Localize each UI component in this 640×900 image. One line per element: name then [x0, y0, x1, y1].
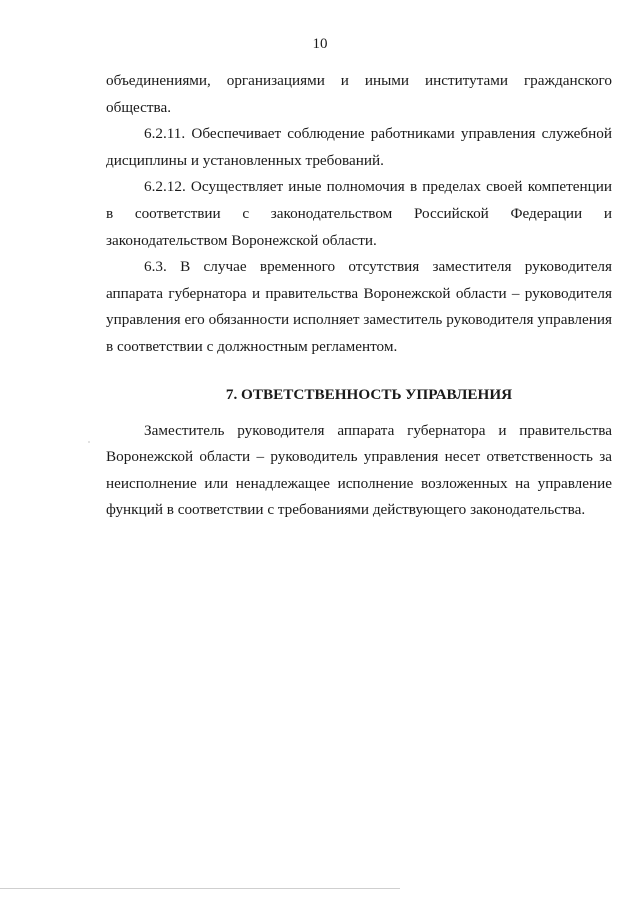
paragraph-6-2-12: 6.2.12. Осуществляет иные полномочия в пределах своей компетенции в соответствии с законодательством Российской Федерации и законодательством Воронежской области. — [106, 178, 612, 249]
paragraph-6-2-11: 6.2.11. Обеспечивает соблюдение работниками управления служебной дисциплины и установленных требований. — [106, 125, 612, 169]
document-body — [106, 68, 612, 524]
paragraph-6-3: 6.3. В случае временного отсутствия заместителя руководителя аппарата губернатора и правительства Воронежской области – руководителя управления его обязанности исполняет заместитель руководителя управления в соответствии с должностным регламентом. — [106, 258, 612, 355]
section-7-heading: 7. ОТВЕТСТВЕННОСТЬ УПРАВЛЕНИЯ — [225, 385, 513, 403]
paragraph-continuation: объединениями, организациями и иными институтами гражданского общества. — [106, 72, 612, 116]
page-number: 10 — [312, 36, 328, 52]
scan-speck — [88, 441, 90, 443]
section-7-body: Заместитель руководителя аппарата губернатора и правительства Воронежской области – руководитель управления несет ответственность за неисполнение или ненадлежащее исполнение возложенных на управление функций в соответствии с требованиями действующего законодательства. — [106, 421, 612, 519]
bottom-scan-line — [0, 888, 400, 889]
